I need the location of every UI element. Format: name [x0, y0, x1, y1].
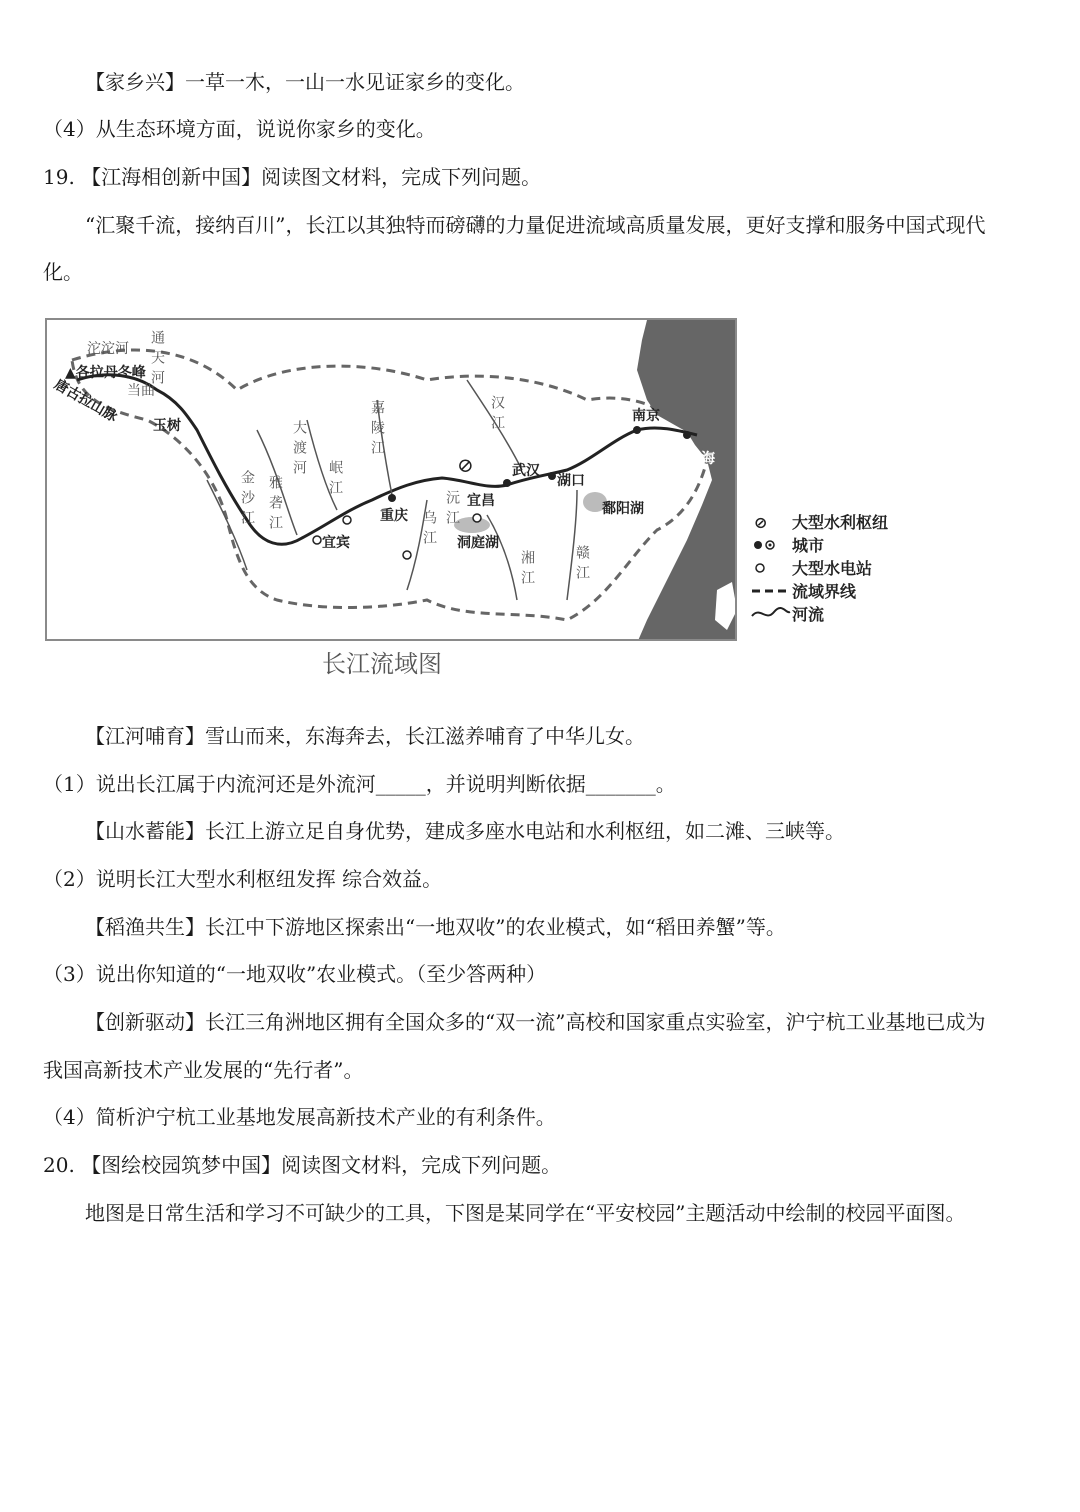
- label-wu: 乌江: [421, 510, 437, 550]
- label-dangqu: 当曲: [127, 383, 155, 399]
- hydro-station-marker: [343, 516, 351, 524]
- innovation-paragraph-end: 我国高新技术产业发展的“先行者”。: [43, 1058, 364, 1082]
- section-title-hometown: 【家乡兴】一草一木，一山一水见证家乡的变化。: [85, 70, 525, 94]
- label-wuhan: 武汉: [512, 463, 540, 479]
- question-19-heading: 19. 【江海相创新中国】阅读图文材料，完成下列问题。: [43, 165, 542, 189]
- hub-symbol: ⊘: [457, 453, 474, 477]
- svg-text:⊘: ⊘: [754, 512, 768, 532]
- label-geladandong: ▲各拉丹冬峰: [65, 365, 146, 381]
- question-19-2: （2）说明长江大型水利枢纽发挥 综合效益。: [43, 867, 443, 891]
- label-chongqing: 重庆: [380, 508, 408, 524]
- label-dadu: 大渡河: [291, 420, 307, 480]
- question-19-1: （1）说出长江属于内流河还是外流河_____，并说明判断依据_______。: [43, 772, 676, 796]
- legend-station: [750, 556, 910, 579]
- intro-paragraph-end: 化。: [43, 260, 83, 284]
- label-jialing: 嘉陵江: [369, 400, 385, 460]
- label-nanjing: 南京: [632, 408, 660, 424]
- river-line-icon: [750, 604, 792, 624]
- legend-city: [750, 533, 910, 556]
- section-title-innovation: 【创新驱动】长江三角洲地区拥有全国众多的“双一流”高校和国家重点实验室，沪宁杭工业基地已成为: [85, 1010, 986, 1034]
- label-dongting: 洞庭湖: [457, 535, 499, 551]
- city-icon: [750, 535, 792, 555]
- hydro-station-icon: [750, 558, 792, 578]
- legend-river-label: 河流: [792, 605, 825, 624]
- question-20-intro: 地图是日常生活和学习不可缺少的工具，下图是某同学在“平安校园”主题活动中绘制的校园平面图。: [85, 1201, 966, 1225]
- label-tanggula: 唐古拉山脉: [51, 376, 120, 426]
- label-jinsha: 金沙江: [239, 470, 255, 530]
- label-yibin: 宜宾: [322, 535, 350, 551]
- boundary-line-icon: [750, 581, 792, 601]
- label-xiang: 湘江: [519, 550, 535, 590]
- legend-station-label: 大型水电站: [792, 559, 873, 578]
- legend-boundary-label: 流域界线: [792, 582, 857, 601]
- hydro-station-marker: [473, 514, 481, 522]
- label-gan: 赣江: [574, 545, 590, 585]
- city-marker: [633, 426, 641, 434]
- city-marker: [548, 472, 556, 480]
- city-marker: [388, 494, 396, 502]
- city-marker: [683, 431, 691, 439]
- yangtze-basin-map: [45, 318, 737, 641]
- section-title-rice-fish: 【稻渔共生】长江中下游地区探索出“一地双收”的农业模式，如“稻田养蟹”等。: [85, 915, 786, 939]
- question-18-4: （4）从生态环境方面，说说你家乡的变化。: [43, 117, 436, 141]
- map-legend: [750, 510, 910, 625]
- hub-icon: [750, 512, 792, 532]
- legend-hub: [750, 510, 910, 533]
- section-title-rivers: 【江河哺育】雪山而来，东海奔去，长江滋养哺育了中华儿女。: [85, 724, 645, 748]
- tributary-xiang: [487, 515, 517, 600]
- hydro-station-marker: [313, 536, 321, 544]
- hydro-station-marker: [403, 551, 411, 559]
- question-20-heading: 20. 【图绘校园筑梦中国】阅读图文材料，完成下列问题。: [43, 1153, 562, 1177]
- label-han: 汉江: [489, 395, 505, 435]
- label-yalong: 雅砻江: [267, 475, 283, 535]
- legend-river: [750, 602, 910, 625]
- label-hukou: 湖口: [557, 473, 585, 489]
- label-tuotuohe: 沱沱河: [87, 341, 129, 357]
- intro-paragraph: “汇聚千流，接纳百川”，长江以其独特而磅礴的力量促进流域高质量发展，更好支撑和服务中国式现代: [85, 213, 986, 237]
- label-shanghai: 上海: [687, 451, 715, 467]
- legend-boundary: [750, 579, 910, 602]
- label-tongtian: 通天河: [149, 330, 165, 390]
- label-yuan: 沅江: [444, 490, 460, 530]
- label-yushu: 玉树: [153, 418, 181, 434]
- question-19-4: （4）简析沪宁杭工业基地发展高新技术产业的有利条件。: [43, 1105, 556, 1129]
- legend-city-label: 城市: [792, 536, 825, 555]
- question-19-3: （3）说出你知道的“一地双收”农业模式。（至少答两种）: [43, 962, 547, 986]
- city-marker: [503, 479, 511, 487]
- label-poyang: 鄱阳湖: [602, 501, 644, 517]
- section-title-hydro: 【山水蓄能】长江上游立足自身优势，建成多座水电站和水利枢纽，如二滩、三峡等。: [85, 819, 845, 843]
- map-caption: 长江流域图: [322, 650, 442, 678]
- label-yichang: 宜昌: [467, 493, 495, 509]
- label-min: 岷江: [327, 460, 343, 500]
- legend-hub-label: 大型水利枢纽: [792, 513, 889, 532]
